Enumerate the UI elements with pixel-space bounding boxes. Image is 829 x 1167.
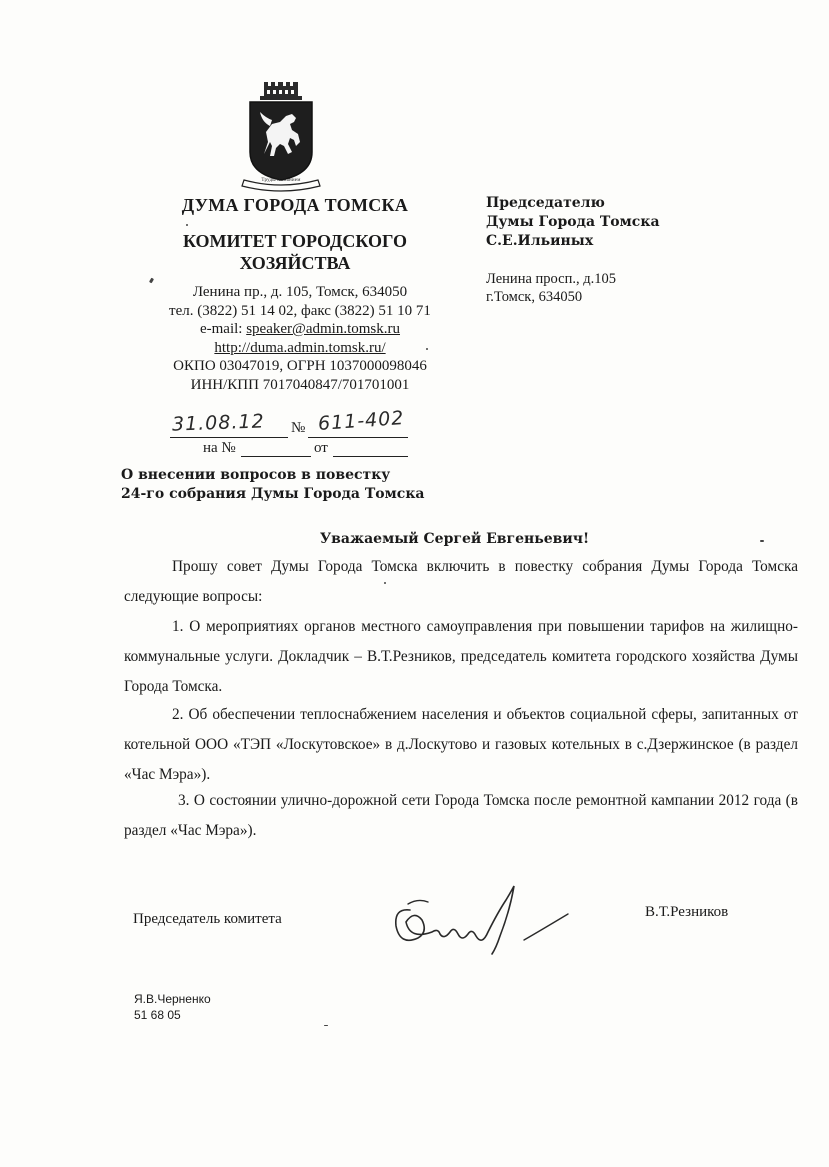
subject-line1: О внесении вопросов в повестку (121, 467, 391, 483)
reply-to-label: на № (203, 440, 236, 456)
committee-line2: ХОЗЯЙСТВА (239, 253, 351, 273)
scan-speck (324, 1025, 328, 1026)
signatory-name: В.Т.Резников (645, 904, 729, 920)
letterhead-address: Ленина пр., д. 105, Томск, 634050 (192, 284, 408, 300)
agenda-item-2: 2. Об обеспечении теплоснабжением населения и объектов социальной сферы, запитанных от котельной ООО «ТЭП «Лоскутовское» в д.Лоскутово и газовых котельных в с.Дзержинское (в раздел «Час Мэра»). (124, 706, 798, 783)
from-underline (333, 456, 408, 457)
addressee-line1: Председателю (486, 195, 605, 211)
letterhead-duma: ДУМА ГОРОДА ТОМСКА (181, 195, 409, 215)
handwritten-signature-icon (388, 880, 573, 960)
agenda-item-1: 1. О мероприятиях органов местного самоуправления при повышении тарифов на жилищно-коммунальные услуги. Докладчик – В.Т.Резников, председатель комитета городского хозяйства Думы Города Томска. (124, 618, 798, 695)
reg-number-label: № (291, 420, 306, 436)
scan-speck (760, 540, 764, 542)
reg-number-underline (308, 437, 408, 438)
letterhead-committee (135, 230, 455, 274)
addressee-line2: Думы Города Томска (486, 214, 660, 230)
addressee-line3: С.Е.Ильиных (486, 233, 594, 249)
letterhead-contacts (150, 283, 450, 394)
letterhead-okpo: ОКПО 03047019, ОГРН 1037000098046 (173, 358, 427, 374)
addressee-address-line1: Ленина просп., д.105 (486, 271, 616, 287)
addressee-block (486, 194, 660, 251)
scan-speck (426, 348, 428, 350)
addressee-address (486, 270, 616, 306)
committee-line1: КОМИТЕТ ГОРОДСКОГО (182, 231, 408, 251)
executor-phone: 51 68 05 (134, 1008, 181, 1022)
scan-speck (384, 582, 386, 584)
salutation: Уважаемый Сергей Евгеньевич! (319, 531, 590, 547)
subject-line2: 24-го собрания Думы Города Томска (121, 486, 425, 502)
signatory-title: Председатель комитета (133, 911, 282, 927)
website-link[interactable]: http://duma.admin.tomsk.ru/ (214, 339, 386, 356)
crest-motto: Труды и знанием (261, 178, 301, 183)
scan-speck (186, 224, 188, 226)
executor-name: Я.В.Черненко (134, 992, 211, 1006)
letterhead-phone: тел. (3822) 51 14 02, факс (3822) 51 10 71 (169, 302, 431, 319)
from-label: от (314, 440, 328, 456)
letterhead-inn: ИНН/КПП 7017040847/701701001 (190, 376, 410, 393)
reg-number-handwritten: 611-402 (317, 407, 406, 435)
reg-date-handwritten: 31.08.12 (171, 410, 265, 436)
reply-to-underline (241, 456, 311, 457)
letter-subject (121, 466, 425, 504)
reg-date-underline (170, 437, 288, 438)
executor-block (134, 991, 211, 1023)
email-label: e-mail: (199, 321, 247, 337)
addressee-address-line2: г.Томск, 634050 (486, 289, 583, 305)
agenda-item-3: 3. О состоянии улично-дорожной сети Города Томска после ремонтной кампании 2012 года (в раздел «Час Мэра»). (124, 792, 798, 839)
email-link[interactable]: speaker@admin.tomsk.ru (246, 321, 400, 337)
body-intro: Прошу совет Думы Города Томска включить в повестку собрания Думы Города Томска следующие вопросы: (124, 558, 798, 605)
